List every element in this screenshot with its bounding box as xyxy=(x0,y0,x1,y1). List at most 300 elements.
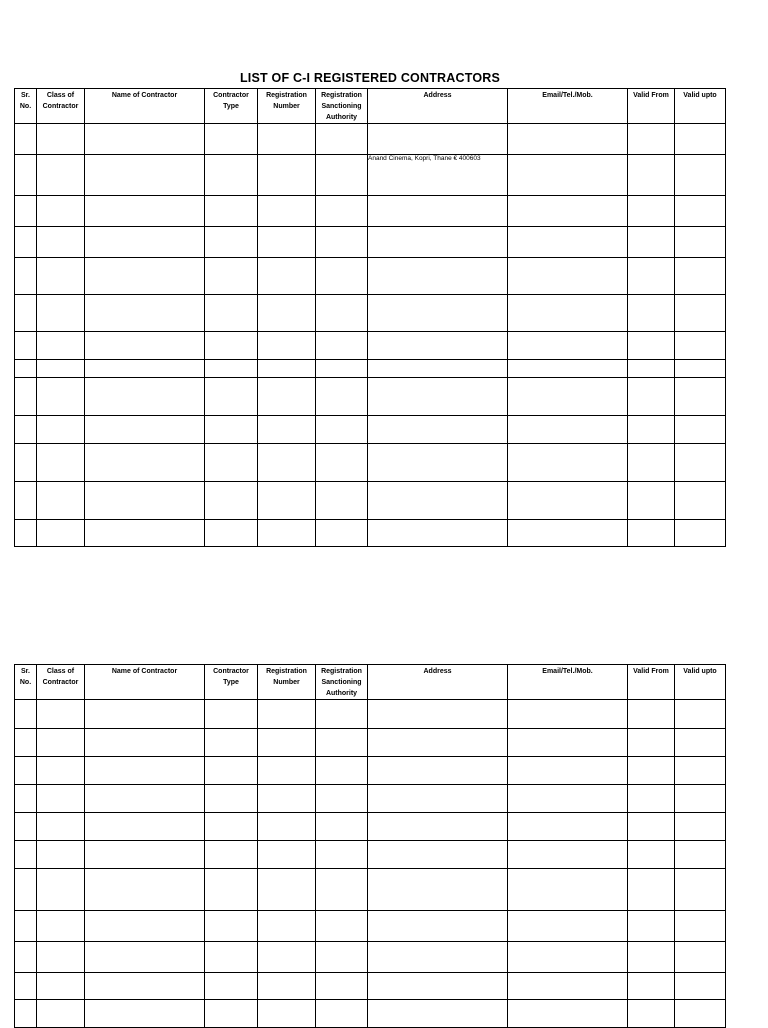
table-cell xyxy=(85,416,205,444)
table-cell xyxy=(15,942,37,973)
table-cell xyxy=(15,757,37,785)
address-cell xyxy=(368,227,508,258)
page-title: LIST OF C-I REGISTERED CONTRACTORS xyxy=(239,71,501,85)
table-cell xyxy=(205,258,258,295)
table-cell xyxy=(258,332,316,360)
table-cell xyxy=(508,729,628,757)
table-cell xyxy=(205,841,258,869)
table-cell xyxy=(15,444,37,482)
table-cell xyxy=(205,520,258,547)
table-cell xyxy=(37,841,85,869)
address-cell xyxy=(368,813,508,841)
table-cell xyxy=(675,911,726,942)
table-cell xyxy=(508,869,628,911)
address-cell xyxy=(368,295,508,332)
column-header xyxy=(316,665,368,700)
table-cell xyxy=(508,332,628,360)
column-header-text: Registration xyxy=(321,668,362,675)
table-cell xyxy=(628,444,675,482)
table-cell xyxy=(37,360,85,378)
address-cell: Anand Cinema, Kopri, Thane € 400603 xyxy=(368,155,508,196)
table-cell xyxy=(205,155,258,196)
address-cell xyxy=(368,841,508,869)
table-cell xyxy=(205,729,258,757)
table-cell xyxy=(85,295,205,332)
table-cell xyxy=(15,520,37,547)
table-row xyxy=(15,155,726,196)
address-cell xyxy=(368,973,508,1000)
table-cell xyxy=(205,196,258,227)
column-header-text: Contractor xyxy=(213,668,249,675)
table-cell xyxy=(316,360,368,378)
table-cell xyxy=(205,942,258,973)
table-cell xyxy=(15,785,37,813)
table-row xyxy=(15,332,726,360)
table-cell xyxy=(628,482,675,520)
column-header-text: Registration xyxy=(266,92,307,99)
table-cell xyxy=(85,124,205,155)
table-cell xyxy=(675,295,726,332)
table-cell xyxy=(508,482,628,520)
table-row xyxy=(15,444,726,482)
table-cell xyxy=(628,973,675,1000)
column-header-text: Registration xyxy=(266,668,307,675)
column-header xyxy=(205,89,258,124)
table-cell xyxy=(628,227,675,258)
table-cell xyxy=(508,785,628,813)
table-cell xyxy=(628,155,675,196)
table-cell xyxy=(316,785,368,813)
table-cell xyxy=(508,757,628,785)
table-cell xyxy=(508,258,628,295)
column-header-text: Valid From xyxy=(633,92,669,99)
table-cell xyxy=(258,1000,316,1028)
table-cell xyxy=(15,360,37,378)
column-header-text: Sanctioning xyxy=(321,679,362,686)
column-header xyxy=(368,89,508,124)
table-cell xyxy=(258,785,316,813)
table-cell xyxy=(37,869,85,911)
table-cell xyxy=(85,155,205,196)
table-cell xyxy=(15,155,37,196)
table-cell xyxy=(316,757,368,785)
column-header-text: No. xyxy=(19,103,32,110)
table-cell xyxy=(37,942,85,973)
table-row xyxy=(15,482,726,520)
table-cell xyxy=(37,155,85,196)
table-cell xyxy=(37,813,85,841)
table-cell xyxy=(628,124,675,155)
table-cell xyxy=(258,813,316,841)
table-cell xyxy=(15,295,37,332)
table-cell xyxy=(85,444,205,482)
table-cell xyxy=(205,1000,258,1028)
table-cell xyxy=(15,196,37,227)
column-header-text: No. xyxy=(19,679,32,686)
address-cell xyxy=(368,360,508,378)
table-cell xyxy=(258,700,316,729)
table-cell xyxy=(628,785,675,813)
table-cell xyxy=(37,258,85,295)
table-cell xyxy=(258,155,316,196)
table-cell xyxy=(508,942,628,973)
address-cell xyxy=(368,520,508,547)
header-row xyxy=(15,665,726,700)
column-header-text: Sanctioning xyxy=(321,103,362,110)
column-header xyxy=(258,89,316,124)
table-cell xyxy=(675,196,726,227)
table-cell xyxy=(675,416,726,444)
table-cell xyxy=(205,332,258,360)
table-cell xyxy=(258,196,316,227)
table-cell xyxy=(85,757,205,785)
column-header xyxy=(508,665,628,700)
table-cell xyxy=(316,520,368,547)
table-cell xyxy=(628,869,675,911)
table-cell xyxy=(316,869,368,911)
table-cell xyxy=(15,258,37,295)
table-row xyxy=(15,841,726,869)
table-cell xyxy=(205,360,258,378)
table-cell xyxy=(205,295,258,332)
table-cell xyxy=(37,416,85,444)
address-cell xyxy=(368,378,508,416)
table-cell xyxy=(258,444,316,482)
table-cell xyxy=(37,295,85,332)
table-cell xyxy=(316,813,368,841)
table-cell xyxy=(675,227,726,258)
table-cell xyxy=(508,813,628,841)
table-cell xyxy=(15,869,37,911)
column-header-text: Address xyxy=(423,668,452,675)
column-header-text: Number xyxy=(273,679,300,686)
table-cell xyxy=(37,729,85,757)
table-cell xyxy=(675,700,726,729)
table-cell xyxy=(675,482,726,520)
table-cell xyxy=(628,520,675,547)
address-cell xyxy=(368,911,508,942)
table-cell xyxy=(15,813,37,841)
table-cell xyxy=(15,911,37,942)
table-cell xyxy=(85,258,205,295)
table-cell xyxy=(316,444,368,482)
table-cell xyxy=(316,700,368,729)
table-cell xyxy=(258,258,316,295)
table-cell xyxy=(628,360,675,378)
table-cell xyxy=(85,520,205,547)
table-cell xyxy=(85,332,205,360)
table-cell xyxy=(258,360,316,378)
table-row xyxy=(15,227,726,258)
address-cell xyxy=(368,332,508,360)
table-cell xyxy=(15,124,37,155)
table-cell xyxy=(675,124,726,155)
table-cell xyxy=(675,729,726,757)
table-cell xyxy=(628,813,675,841)
column-header-text: Authority xyxy=(325,690,358,697)
table-row xyxy=(15,869,726,911)
column-header xyxy=(628,89,675,124)
table-row xyxy=(15,1000,726,1028)
table-cell xyxy=(205,813,258,841)
table-cell xyxy=(37,700,85,729)
column-header-text: Class of xyxy=(46,668,75,675)
address-cell xyxy=(368,729,508,757)
column-header-text: Type xyxy=(223,103,239,110)
table-cell xyxy=(675,520,726,547)
table-row xyxy=(15,378,726,416)
address-cell xyxy=(368,416,508,444)
address-cell xyxy=(368,785,508,813)
table-cell xyxy=(508,124,628,155)
column-header-text: Registration xyxy=(321,92,362,99)
table-row xyxy=(15,520,726,547)
column-header xyxy=(85,89,205,124)
table-cell xyxy=(508,227,628,258)
table-cell xyxy=(205,482,258,520)
table-cell xyxy=(508,841,628,869)
column-header-text: Type xyxy=(223,679,239,686)
table-cell xyxy=(508,196,628,227)
table-cell xyxy=(85,360,205,378)
column-header-text: Email/Tel./Mob. xyxy=(542,92,593,99)
table-cell xyxy=(628,196,675,227)
table-cell xyxy=(316,196,368,227)
table-cell xyxy=(85,378,205,416)
table-row xyxy=(15,124,726,155)
table-cell xyxy=(258,973,316,1000)
table-cell xyxy=(258,124,316,155)
table-cell xyxy=(508,973,628,1000)
table-cell xyxy=(15,416,37,444)
table-cell xyxy=(316,124,368,155)
table-row xyxy=(15,258,726,295)
contractors-table-1 xyxy=(14,88,726,547)
column-header-text: Contractor xyxy=(42,103,79,110)
column-header-text: Sr. xyxy=(21,92,30,99)
table-row xyxy=(15,416,726,444)
table-cell xyxy=(675,785,726,813)
table-cell xyxy=(85,942,205,973)
column-header xyxy=(368,665,508,700)
table-cell xyxy=(675,841,726,869)
column-header-text: Valid upto xyxy=(683,92,717,99)
table-cell xyxy=(85,785,205,813)
table-cell xyxy=(85,482,205,520)
table-cell xyxy=(628,841,675,869)
table-cell xyxy=(258,482,316,520)
table-cell xyxy=(316,416,368,444)
table-cell xyxy=(15,700,37,729)
table-cell xyxy=(316,227,368,258)
column-header xyxy=(37,665,85,700)
table-cell xyxy=(258,911,316,942)
column-header xyxy=(628,665,675,700)
table-cell xyxy=(258,942,316,973)
table-cell xyxy=(15,729,37,757)
table-cell xyxy=(675,942,726,973)
table-row xyxy=(15,196,726,227)
column-header xyxy=(15,665,37,700)
table-cell xyxy=(15,378,37,416)
table-cell xyxy=(675,757,726,785)
table-cell xyxy=(675,155,726,196)
table-cell xyxy=(85,1000,205,1028)
table-cell xyxy=(508,1000,628,1028)
table-cell xyxy=(508,520,628,547)
table-cell xyxy=(508,416,628,444)
column-header-text: Name of Contractor xyxy=(111,668,178,675)
table-cell xyxy=(675,1000,726,1028)
table-cell xyxy=(85,973,205,1000)
column-header-text: Valid From xyxy=(633,668,669,675)
table-cell xyxy=(37,482,85,520)
column-header-text: Contractor xyxy=(213,92,249,99)
table-cell xyxy=(628,1000,675,1028)
table-cell xyxy=(316,295,368,332)
table-cell xyxy=(508,155,628,196)
address-cell xyxy=(368,700,508,729)
table-cell xyxy=(37,227,85,258)
table-cell xyxy=(85,196,205,227)
address-cell xyxy=(368,869,508,911)
table-cell xyxy=(85,841,205,869)
table-cell xyxy=(205,911,258,942)
table-cell xyxy=(37,378,85,416)
contractors-table-2 xyxy=(14,664,726,1028)
address-cell xyxy=(368,1000,508,1028)
table-cell xyxy=(37,332,85,360)
table-cell xyxy=(628,757,675,785)
table-cell xyxy=(628,332,675,360)
table-cell xyxy=(628,700,675,729)
table-cell xyxy=(316,258,368,295)
column-header-text: Valid upto xyxy=(683,668,717,675)
column-header-text: Email/Tel./Mob. xyxy=(542,668,593,675)
table-cell xyxy=(258,227,316,258)
column-header xyxy=(37,89,85,124)
table-cell xyxy=(508,360,628,378)
table-cell xyxy=(85,813,205,841)
table-cell xyxy=(37,785,85,813)
column-header-text: Sr. xyxy=(21,668,30,675)
table-cell xyxy=(628,378,675,416)
address-cell xyxy=(368,196,508,227)
table-cell xyxy=(628,729,675,757)
table-cell xyxy=(258,729,316,757)
table-row xyxy=(15,911,726,942)
table-cell xyxy=(258,757,316,785)
table-cell xyxy=(508,911,628,942)
column-header-text: Name of Contractor xyxy=(111,92,178,99)
table-cell xyxy=(628,911,675,942)
column-header-text: Address xyxy=(423,92,452,99)
column-header xyxy=(85,665,205,700)
column-header xyxy=(205,665,258,700)
table-cell xyxy=(15,1000,37,1028)
table-cell xyxy=(37,196,85,227)
table-cell xyxy=(258,416,316,444)
table-cell xyxy=(258,869,316,911)
table-cell xyxy=(675,360,726,378)
table-cell xyxy=(316,841,368,869)
column-header xyxy=(15,89,37,124)
column-header-text: Class of xyxy=(46,92,75,99)
table-cell xyxy=(258,520,316,547)
table-cell xyxy=(205,124,258,155)
address-cell xyxy=(368,444,508,482)
table-cell xyxy=(508,444,628,482)
table-cell xyxy=(316,378,368,416)
table-cell xyxy=(15,332,37,360)
table-cell xyxy=(628,258,675,295)
table-cell xyxy=(205,378,258,416)
column-header xyxy=(258,665,316,700)
table-cell xyxy=(675,378,726,416)
table-cell xyxy=(37,520,85,547)
table-cell xyxy=(316,1000,368,1028)
column-header-text: Authority xyxy=(325,114,358,121)
column-header xyxy=(316,89,368,124)
header-row xyxy=(15,89,726,124)
address-cell xyxy=(368,124,508,155)
table-cell xyxy=(316,942,368,973)
table-cell xyxy=(258,295,316,332)
table-cell xyxy=(37,973,85,1000)
table-cell xyxy=(85,700,205,729)
table-cell xyxy=(15,482,37,520)
table-row xyxy=(15,757,726,785)
table-cell xyxy=(85,911,205,942)
table-cell xyxy=(508,295,628,332)
table-cell xyxy=(316,155,368,196)
column-header xyxy=(675,665,726,700)
table-cell xyxy=(85,227,205,258)
table-cell xyxy=(628,942,675,973)
table-cell xyxy=(37,1000,85,1028)
address-cell xyxy=(368,258,508,295)
address-cell xyxy=(368,942,508,973)
table-cell xyxy=(205,700,258,729)
table-row xyxy=(15,973,726,1000)
table-cell xyxy=(316,332,368,360)
table-cell xyxy=(205,444,258,482)
table-cell xyxy=(675,258,726,295)
table-cell xyxy=(37,444,85,482)
table-cell xyxy=(15,973,37,1000)
table-row xyxy=(15,813,726,841)
table-row xyxy=(15,785,726,813)
table-cell xyxy=(508,700,628,729)
address-cell xyxy=(368,482,508,520)
table-row xyxy=(15,729,726,757)
table-cell xyxy=(15,841,37,869)
table-cell xyxy=(258,841,316,869)
table-cell xyxy=(37,124,85,155)
table-cell xyxy=(316,729,368,757)
table-cell xyxy=(37,911,85,942)
table-cell xyxy=(628,416,675,444)
table-cell xyxy=(675,813,726,841)
table-cell xyxy=(85,729,205,757)
table-cell xyxy=(258,378,316,416)
column-header-text: Number xyxy=(273,103,300,110)
table-row xyxy=(15,942,726,973)
table-cell xyxy=(85,869,205,911)
table-cell xyxy=(675,973,726,1000)
column-header xyxy=(508,89,628,124)
column-header-text: Contractor xyxy=(42,679,79,686)
